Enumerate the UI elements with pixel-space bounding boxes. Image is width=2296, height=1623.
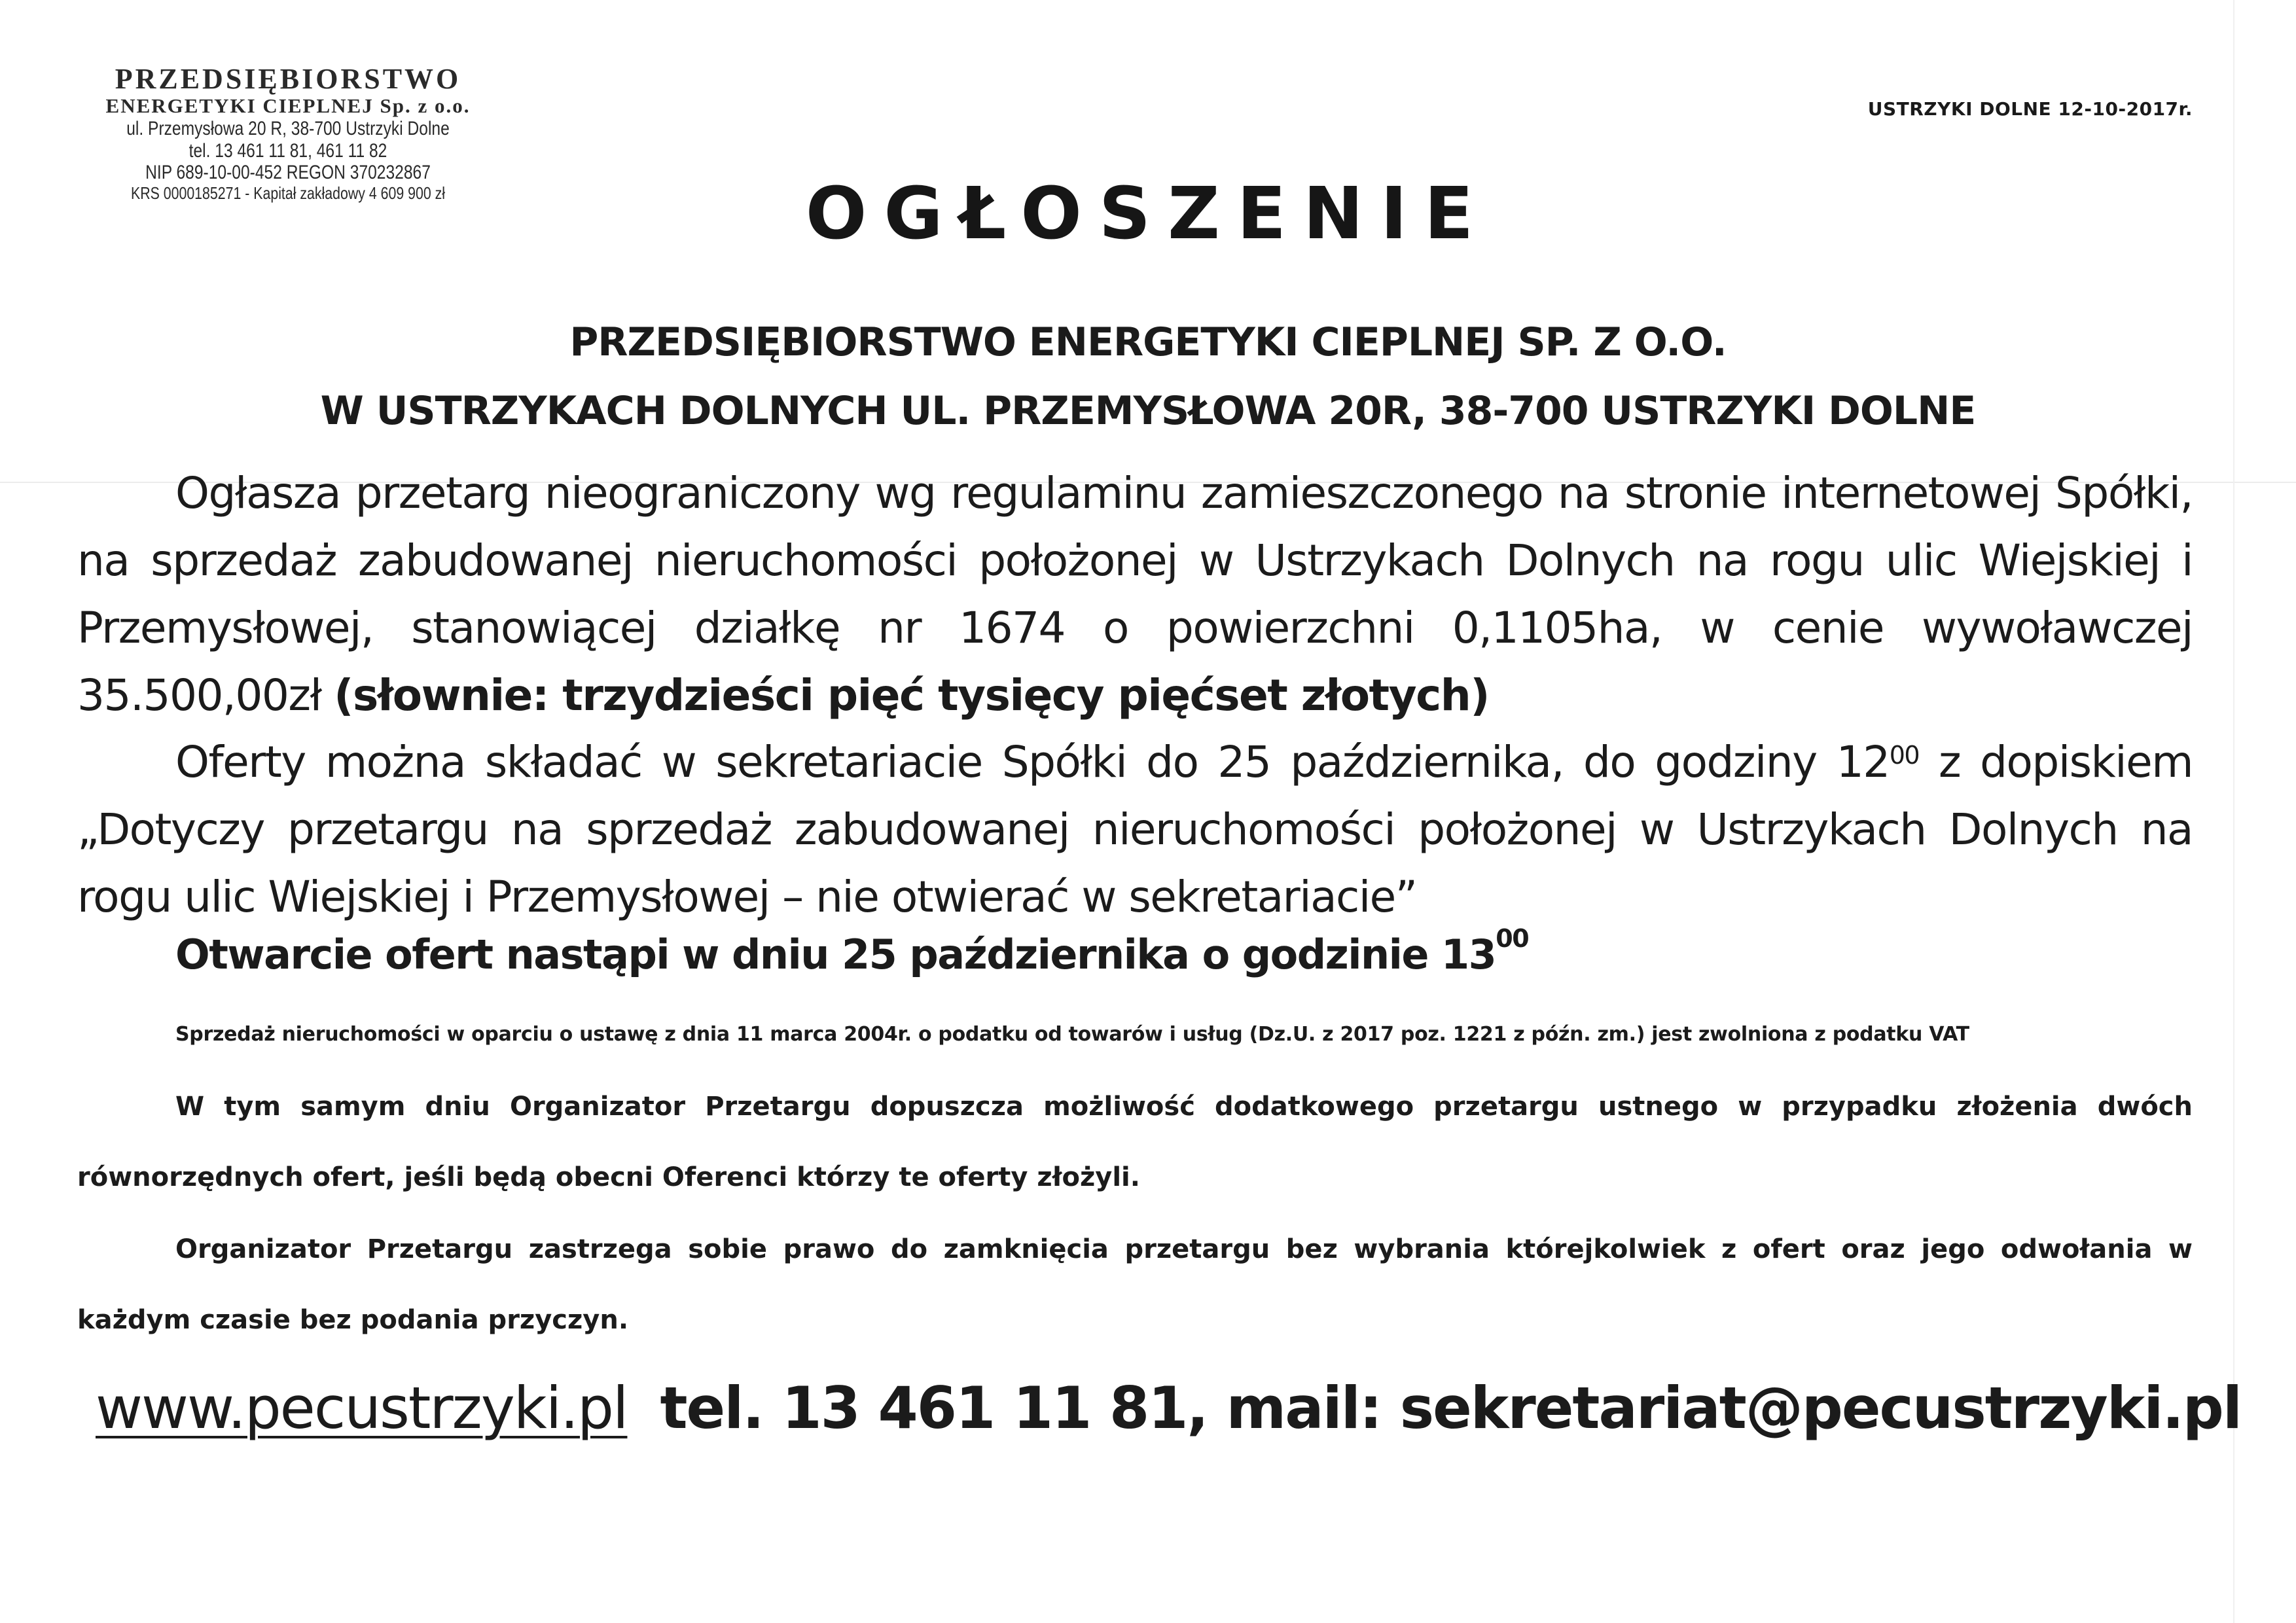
paragraph-announcement <box>77 459 2193 729</box>
additional-auction-text: W tym samym dniu Organizator Przetargu dopuszcza możliwość dodatkowego przetargu ustnego w przypadku złożenia dwóch równorzędnych ofert, jeśli będą obecni Oferenci którzy te oferty złożyli. <box>77 1092 2193 1192</box>
announcement-text: Ogłasza przetarg nieograniczony wg regulaminu zamieszczonego na stronie internetowej Spółki, na sprzedaż zabudowanej nieruchomości położonej w Ustrzykach Dolnych na rogu ulic Wiejskiej i Przemysłowej, stanowiącej działkę nr 1674 o powierzchni 0,1105ha, w cenie wywoławczej 35.500,00zł <box>77 468 2193 721</box>
heading-address: W USTRZYKACH DOLNYCH UL. PRZEMYSŁOWA 20R, 38-700 USTRZYKI DOLNE <box>320 388 1976 434</box>
phone-mail: tel. 13 461 11 81, mail: sekretariat@pecustrzyki.pl <box>660 1374 2242 1442</box>
stamp-line-1: PRZEDSIĘBIORSTWO <box>115 63 461 95</box>
stamp-line-6: KRS 0000185271 - Kapitał zakładowy 4 609 900 zł <box>130 183 446 203</box>
stamp-line-3: ul. Przemysłowa 20 R, 38-700 Ustrzyki Dolne <box>126 117 450 139</box>
document-date: USTRZYKI DOLNE 12-10-2017r. <box>1867 98 2193 120</box>
announcement-price-words: (słownie: trzydzieści pięć tysięcy pięćset złotych) <box>334 670 1489 721</box>
contact-line <box>96 1374 2241 1442</box>
website-link[interactable]: www.pecustrzyki.pl <box>96 1374 628 1442</box>
opening-text: Otwarcie ofert nastąpi w dniu 25 października o godzinie 13 <box>175 931 1496 978</box>
offers-text-a: Oferty można składać w sekretariacie Spółki do 25 października, do godziny 12 <box>175 737 1890 787</box>
reservation-text: Organizator Przetargu zastrzega sobie prawo do zamknięcia przetargu bez wybrania którejkolwiek z ofert oraz jego odwołania w każdym czasie bez podania przyczyn. <box>77 1234 2193 1335</box>
page-title: OGŁOSZENIE <box>805 171 1491 255</box>
opening-hour-superscript: 00 <box>1496 924 1529 953</box>
stamp-line-5: NIP 689-10-00-452 REGON 370232867 <box>145 162 431 184</box>
stamp-line-2: ENERGETYKI CIEPLNEJ Sp. z o.o. <box>105 94 471 118</box>
offers-hour-superscript: 00 <box>1889 741 1920 770</box>
offers-text-b: z dopiskiem „Dotyczy przetargu na sprzedaż zabudowanej nieruchomości położonej w Ustrzykach Dolnych na rogu ulic Wiejskiej i Przemysłowej – nie otwierać w sekretariacie” <box>77 737 2193 922</box>
paragraph-offers <box>77 728 2193 931</box>
heading-company: PRZEDSIĘBIORSTWO ENERGETYKI CIEPLNEJ SP. Z O.O. <box>569 319 1727 365</box>
paragraph-additional-auction <box>77 1071 2193 1213</box>
vat-note: Sprzedaż nieruchomości w oparciu o ustawę z dnia 11 marca 2004r. o podatku od towarów i usług (Dz.U. z 2017 poz. 1221 z późn. zm.) jest zwolniona z podatku VAT <box>175 1023 1969 1046</box>
opening-notice <box>175 924 1529 978</box>
stamp-line-4: tel. 13 461 11 81, 461 11 82 <box>188 139 387 162</box>
paragraph-reservation <box>77 1214 2193 1355</box>
